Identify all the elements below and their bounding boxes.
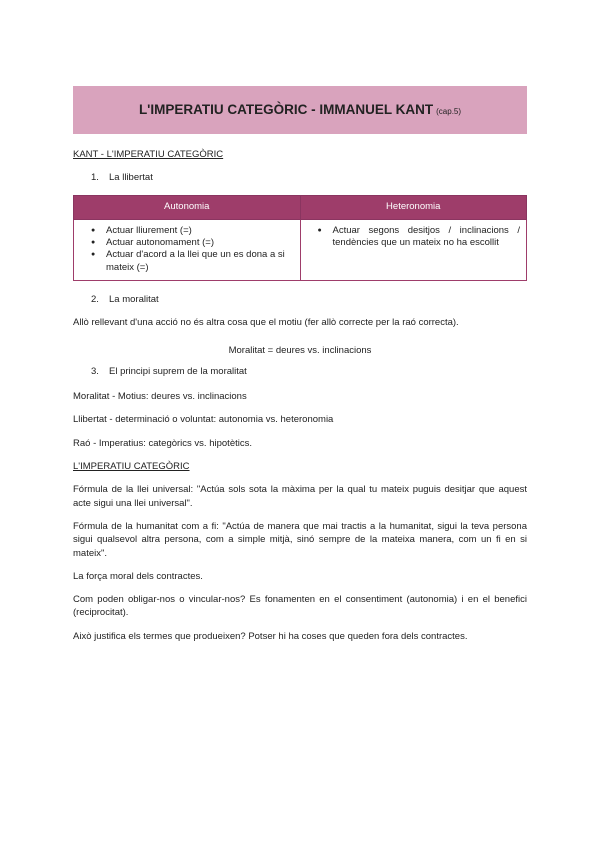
numbered-item-llibertat — [73, 171, 527, 184]
list-item: ● Actuar segons desitjos / inclinacions / tendències que un mateix no ha escollit — [321, 225, 521, 250]
paragraph-justifica: Això justifica els termes que produeixen? Potser hi ha coses que queden fora dels contractes. — [73, 630, 468, 642]
list-item: ● Actuar autonomament (=) — [94, 237, 294, 249]
section-heading-kant: KANT - L'IMPERATIU CATEGÒRIC — [73, 149, 224, 160]
paragraph-obligar: Com poden obligar-nos o vincular-nos? Es fonamenten en el consentiment (autonomia) i en el benefici (reciprocitat). — [73, 594, 527, 619]
paragraph-rellevant: Allò rellevant d'una acció no és altra cosa que el motiu (fer allò correcte per la raó correcta). — [73, 317, 459, 329]
paragraph-humanitat: Fórmula de la humanitat com a fi: "Actúa de manera que mai tractis a la humanitat, sigui la teva persona sigui qualsevol altra persona, com a simple mitjà, sinó sempre de la mateixa manera, com un fi en si mateix". — [73, 520, 527, 559]
section-heading-imperatiu: L'IMPERATIU CATEGÒRIC — [73, 461, 190, 473]
item-number: 3. — [91, 365, 99, 377]
list-item: ● Actuar d'acord a la llei que un es dona a si mateix (=) — [94, 249, 294, 274]
title-banner — [73, 86, 527, 134]
autonomia-heteronomia-table — [73, 195, 527, 281]
paragraph-moralitat: Moralitat - Motius: deures vs. inclinacions — [73, 391, 247, 403]
numbered-item-moralitat — [73, 293, 527, 306]
table-cell-heteronomia — [300, 219, 527, 280]
paragraph-llibertat: Llibertat - determinació o voluntat: autonomia vs. heteronomia — [73, 414, 334, 426]
item-number: 2. — [91, 293, 99, 305]
item-number: 1. — [91, 172, 99, 184]
paragraph-rao: Raó - Imperatius: categòrics vs. hipotètics. — [73, 437, 252, 449]
table-header-autonomia: Autonomia — [74, 195, 301, 219]
table-header-heteronomia: Heteronomia — [300, 195, 527, 219]
document-title: L'IMPERATIU CATEGÒRIC - IMMANUEL KANT — [138, 101, 434, 117]
table-cell-autonomia — [74, 219, 301, 280]
numbered-item-principi — [73, 365, 527, 378]
formula-moralitat: Moralitat = deures vs. inclinacions — [228, 344, 372, 356]
item-label: La llibertat — [109, 172, 153, 184]
paragraph-llei-universal: Fórmula de la llei universal: "Actúa sols sota la màxima per la qual tu mateix puguis desitjar que aquest acte sigui una llei universal". — [73, 484, 527, 509]
paragraph-forca-moral: La força moral dels contractes. — [73, 570, 203, 582]
item-label: La moralitat — [109, 293, 159, 305]
list-item: ● Actuar lliurement (=) — [94, 225, 294, 237]
item-label: El principi suprem de la moralitat — [109, 365, 247, 377]
title-suffix: (cap.5) — [436, 107, 462, 117]
